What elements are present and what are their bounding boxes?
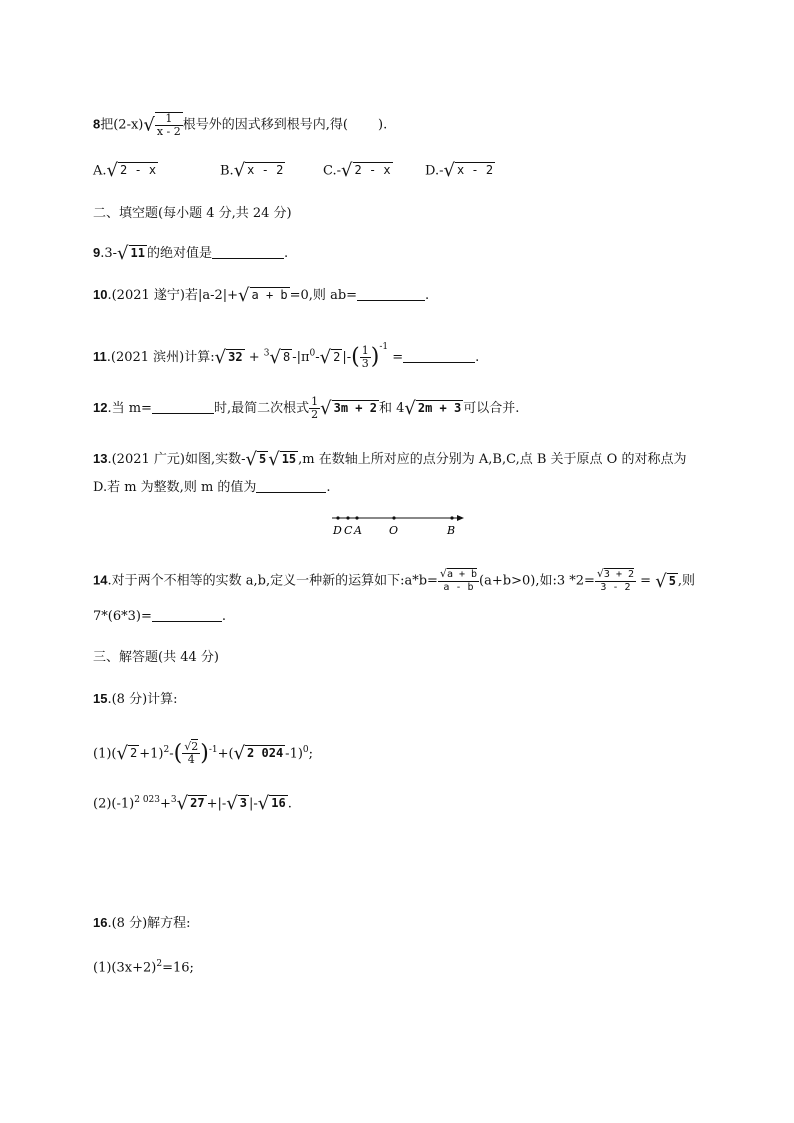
answer-blank[interactable] [212,244,284,259]
answer-blank[interactable] [403,348,475,363]
label-b: B [447,524,456,537]
choice-b[interactable]: B.√ x - 2 [220,160,284,181]
question-8: 8把(2-x)√ $\frac{1}{x - 2}$ 根号外的因式移到根号内,得( ). [93,112,388,138]
answer-blank[interactable] [152,399,214,414]
choice-a[interactable]: A.√ 2 - x [93,160,157,181]
choice-d[interactable]: D.-√ x - 2 [425,160,494,181]
radical: √ $\frac{1}{x - 2}$ [143,112,181,138]
question-15-part2: $(2)(-1)^{2 023}+^3√$ 27 +|-√ 3 |-√ 16 . [93,793,292,815]
question-10: 10.(2021 遂宁)若|a-2|+√ a + b =0,则 ab= . [93,285,430,306]
question-15: 15.(8 分)计算: [93,691,178,707]
label-o: O [389,524,399,537]
answer-blank[interactable] [152,607,222,622]
question-11: 11.(2021 滨州)计算:√ 32 + $^3$√ 8 $-|\pi^0-√$ 2 |-( $\frac{1}{3}$ )$^{-1}$ = . [93,342,480,370]
section-heading-fill-in: 二、填空题(每小题 4 分,共 24 分) [93,206,292,221]
section-heading-solve: 三、解答题(共 44 分) [93,650,219,665]
question-16: 16.(8 分)解方程: [93,915,191,931]
point-d [336,516,339,519]
label-a: A [354,524,362,537]
choice-c[interactable]: C.-√ 2 - x [323,160,391,181]
question-14-line2: 7*(6*3)= . [93,609,226,624]
question-13-line2: D.若 m 为整数,则 m 的值为 . [93,480,331,495]
label-d: D [333,524,342,537]
answer-blank[interactable] [256,478,326,493]
label-c: C [344,524,353,537]
answer-blank[interactable] [357,286,425,301]
number-line [330,512,470,538]
question-14: 14.对于两个不相等的实数 a,b,定义一种新的运算如下:a*b= $\frac{√a + b}{a - b}$ (a+b>0),如:3 *2= $\frac{√3 + 2}{3 - 2}$ = √ 5 ,则 [93,567,696,593]
question-9: 9.3-√ 11 的绝对值是 . [93,243,289,264]
point-b [450,516,453,519]
question-13: 13.(2021 广元)如图,实数-√ 5 √ 15 ,m 在数轴上所对应的点分别为 A,B,C,点 B 关于原点 O 的对称点为 [93,449,687,470]
question-16-part1: $(1)(3x+2)^2=16$; [93,959,194,976]
question-12: 12.当 m= 时,最简二次根式 $\frac{1}{2}$ √ 3m + 2 和 4√ 2m + 3 可以合并. [93,395,520,421]
point-c [346,516,349,519]
question-15-part1: (1)(√ 2 +1)$^2$-( $\frac{√2}{4}$ )$^{-1}$+(√ 2 024 -1)$^0$; [93,740,314,767]
point-o [392,516,395,519]
point-a [355,516,358,519]
